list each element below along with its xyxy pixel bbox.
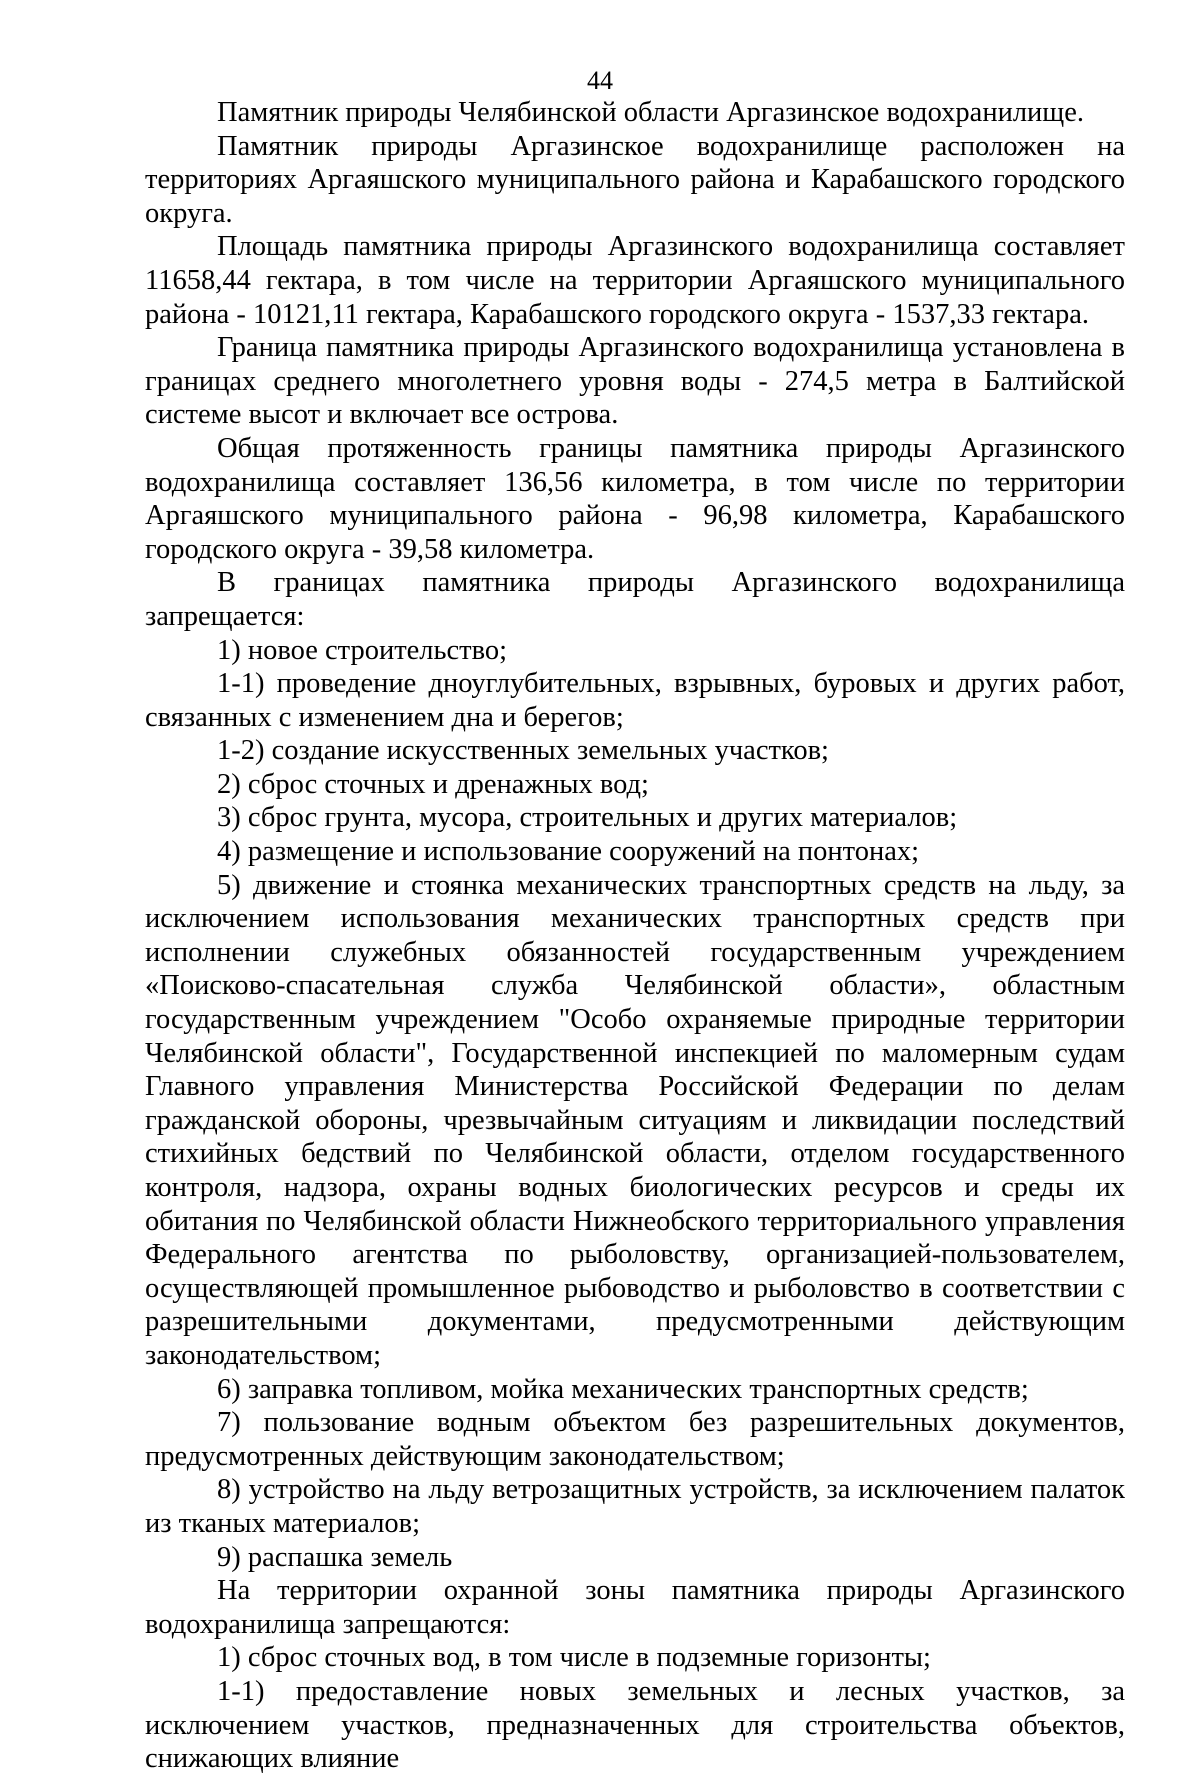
list-item: 9) распашка земель bbox=[217, 1541, 453, 1573]
list-item: 2) сброс сточных и дренажных вод; bbox=[217, 768, 649, 800]
list-item: 1-1) предоставление новых земельных и лесных участков, за исключением участков, предназначенных для строительства объектов, снижающих влияние bbox=[145, 1675, 1125, 1775]
paragraph: Общая протяженность границы памятника природы Аргазинского водохранилища составляет 136,56 километра, в том числе по территории Аргаяшского муниципального района - 96,98 километра, Карабашского городского округа - 39,58 километра. bbox=[145, 432, 1125, 565]
paragraph: Граница памятника природы Аргазинского водохранилища установлена в границах среднего многолетнего уровня воды - 274,5 метра в Балтийской системе высот и включает все острова. bbox=[145, 332, 1125, 431]
list-item: 6) заправка топливом, мойка механических транспортных средств; bbox=[217, 1373, 1029, 1405]
list-item: 7) пользование водным объектом без разрешительных документов, предусмотренных действующим законодательством; bbox=[145, 1407, 1125, 1472]
list-item: 1) новое строительство; bbox=[217, 634, 508, 666]
list-item: 1-2) создание искусственных земельных участков; bbox=[217, 735, 829, 767]
paragraph: На территории охранной зоны памятника природы Аргазинского водохранилища запрещаются: bbox=[145, 1575, 1125, 1640]
paragraph: Площадь памятника природы Аргазинского водохранилища составляет 11658,44 гектара, в том числе на территории Аргаяшского муниципального района - 10121,11 гектара, Карабашского городского округа - 1537,33 гектара. bbox=[145, 231, 1125, 330]
list-item: 5) движение и стоянка механических транспортных средств на льду, за исключением использования механических транспортных средств при исполнении служебных обязанностей государственным учреждением «Поисково-спасательная служба Челябинской области», областным государственным учреждением "Особо охраняемые природные территории Челябинской области", Государственной инспекцией по маломерным судам Главного управления Министерства Российской Федерации по делам гражданской обороны, чрезвычайным ситуациям и ликвидации последствий стихийных бедствий по Челябинской области, отделом государственного контроля, надзора, охраны водных биологических ресурсов и среды их обитания по Челябинской области Нижнеобского территориального управления Федерального агентства по рыболовству, организацией-пользователем, осуществляющей промышленное рыбоводство и рыболовство в соответствии с разрешительными документами, предусмотренными действующим законодательством; bbox=[145, 869, 1125, 1371]
paragraph: В границах памятника природы Аргазинского водохранилища запрещается: bbox=[145, 567, 1125, 632]
paragraph: Памятник природы Аргазинское водохранилище расположен на территориях Аргаяшского муниципального района и Карабашского городского округа. bbox=[145, 130, 1125, 229]
list-item: 1-1) проведение дноуглубительных, взрывных, буровых и других работ, связанных с изменением дна и берегов; bbox=[145, 668, 1125, 733]
list-item: 4) размещение и использование сооружений на понтонах; bbox=[217, 836, 920, 868]
document-body bbox=[145, 96, 1125, 1776]
list-item: 3) сброс грунта, мусора, строительных и других материалов; bbox=[217, 802, 958, 834]
section-title: Памятник природы Челябинской области Аргазинское водохранилище. bbox=[217, 97, 1085, 128]
list-item: 1) сброс сточных вод, в том числе в подземные горизонты; bbox=[217, 1642, 931, 1674]
list-item: 8) устройство на льду ветрозащитных устройств, за исключением палаток из тканых материалов; bbox=[145, 1474, 1125, 1539]
page-number: 44 bbox=[587, 66, 613, 95]
